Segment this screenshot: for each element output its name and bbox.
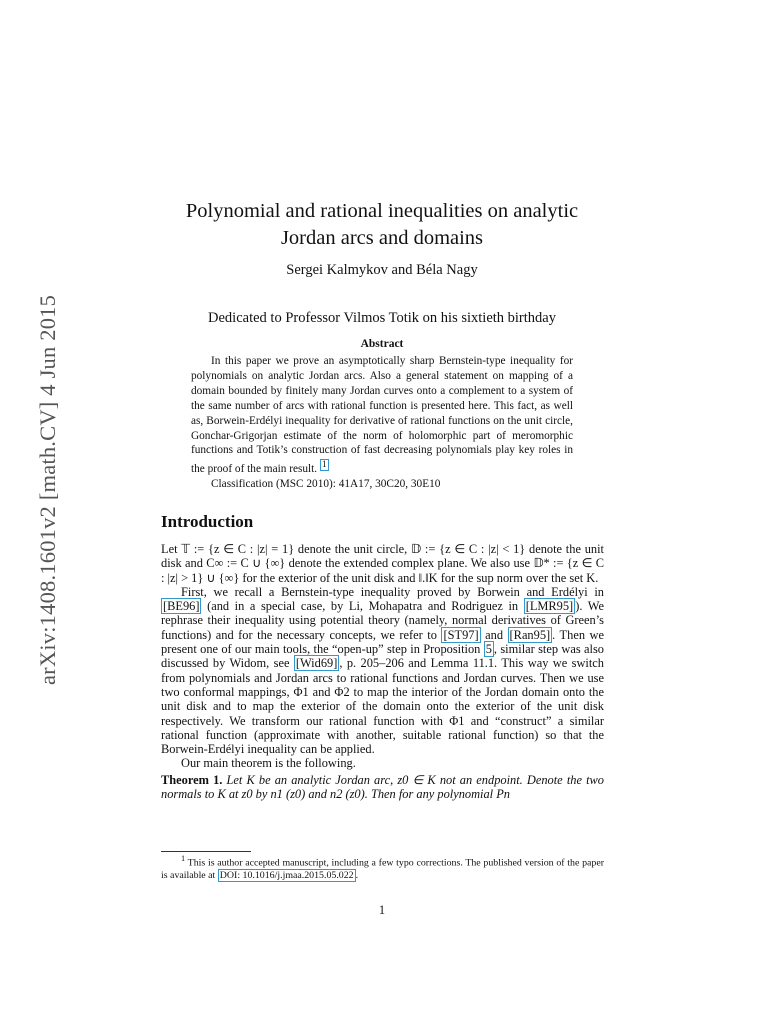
footnote-rule xyxy=(161,851,251,852)
para2-text-c: ). We rephrase their inequality using potential theory (namely, normal derivatives of Green’s functions) and for the necessary concepts, we refer to xyxy=(161,599,604,642)
abstract-footnote-link[interactable]: 1 xyxy=(321,460,327,471)
para2-text-b: (and in a special case, by Li, Mohapatra and Rodriguez in xyxy=(207,599,519,614)
classification: Classification (MSC 2010): 41A17, 30C20, 30E10 xyxy=(211,478,441,491)
abstract-body xyxy=(191,354,573,492)
para2-text-g: , p. 205–206 and Lemma 11.1. This way we switch from polynomials and Jordan arcs to rational functions and Jordan curves. Then we use two conformal mappings, Φ1 and Φ2 to map the interior of the Jordan domain onto the unit disk and to map the exterior of the domain onto the exterior of the unit disk respectively. We transform our rational function with Φ1 and “construct” a similar rational function (approximate with another, suitable rational function) so that the Borwein-Erdélyi inequality can be applied. xyxy=(161,656,604,757)
citation-ran95[interactable]: [Ran95] xyxy=(509,627,551,642)
page-number: 1 xyxy=(378,903,386,917)
footnote-text: This is author accepted manuscript, including a few typo corrections. The published version of the paper is available at xyxy=(161,857,604,881)
para2-text-d: and xyxy=(485,627,504,642)
authors: Sergei Kalmykov and Béla Nagy xyxy=(286,262,478,278)
footnote-paragraph xyxy=(161,853,604,882)
citation-wid69[interactable]: [Wid69] xyxy=(295,656,338,671)
doi-link[interactable]: DOI: 10.1016/j.jmaa.2015.05.022 xyxy=(219,869,354,881)
para2-text-a: First, we recall a Bernstein-type inequality proved by Borwein and Erdélyi in xyxy=(181,584,604,599)
link-proposition-5[interactable]: 5 xyxy=(485,642,492,657)
abstract-paragraph xyxy=(191,354,573,477)
theorem-statement: Let K be an analytic Jordan arc, z0 ∈ K not an endpoint. Denote the two normals to K at z0 by n1 (z0) and n2 (z0). Then for any polynomial Pn xyxy=(161,772,604,802)
footnote xyxy=(161,853,604,882)
intro-paragraph-2 xyxy=(161,585,604,757)
footnote-mark: 1 xyxy=(181,854,186,863)
intro-paragraph-3: Our main theorem is the following. xyxy=(181,756,356,771)
footnote-end: . xyxy=(355,869,359,881)
citation-lmr95[interactable]: [LMR95] xyxy=(525,599,574,614)
title-line-2: Jordan arcs and domains xyxy=(280,227,484,249)
abstract-text: In this paper we prove an asymptotically sharp Bernstein-type inequality for polynomials on analytic Jordan arcs. Also a general statement on mapping of a domain bounded by finitely many Jordan curves onto a complement to a system of the same number of arcs with rational function is presented here. This fact, as well as, Borwein-Erdélyi inequality for derivative of rational functions on the unit circle, Gonchar-Grigorjan estimate of the norm of holomorphic part of meromorphic functions and Totik’s construction of fast decreasing polynomials play key roles in the proof of the main result. xyxy=(191,355,573,476)
citation-st97[interactable]: [ST97] xyxy=(443,627,479,642)
title-line-1: Polynomial and rational inequalities on analytic xyxy=(185,200,579,222)
citation-be96[interactable]: [BE96] xyxy=(163,599,200,614)
intro-paragraph-1: Let 𝕋 := {z ∈ C : |z| = 1} denote the unit circle, 𝔻 := {z ∈ C : |z| < 1} denote the unit disk and C∞ := C ∪ {∞} denote the extended complex plane. We also use 𝔻* := {z ∈ C : |z| > 1} ∪ {∞} for the exterior of the unit disk and ‖.‖K for the sup norm over the set K. xyxy=(161,542,604,585)
theorem-label: Theorem 1. xyxy=(161,772,223,787)
para2-text-e: . Then we present one of our main tools, the “open-up” step in Proposition xyxy=(161,627,604,657)
paper-title xyxy=(120,198,644,252)
abstract-heading: Abstract xyxy=(360,338,404,350)
section-heading-introduction: Introduction xyxy=(161,512,254,531)
dedication: Dedicated to Professor Vilmos Totik on his sixtieth birthday xyxy=(208,310,556,326)
introduction-body xyxy=(161,542,604,801)
para2-text-f: , similar step was also discussed by Widom, see xyxy=(161,642,604,671)
arxiv-identifier-stamp: arXiv:1408.1601v2 [math.CV] 4 Jun 2015 xyxy=(35,294,60,685)
theorem-1 xyxy=(161,773,604,802)
